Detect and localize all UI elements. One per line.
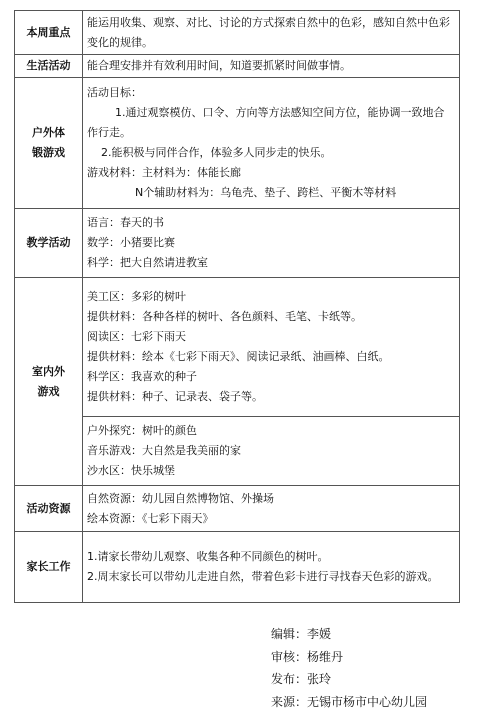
teaching-item: 语言：春天的书 [87,216,164,229]
label-focus: 本周重点 [15,11,83,55]
outdoor-game-item: 音乐游戏：大自然是我美丽的家 [87,444,241,457]
label-indoor-outdoor-text: 室内外游戏 [32,364,65,398]
outdoor-material-aux: N个辅助材料为：乌龟壳、垫子、跨栏、平衡木等材料 [135,186,397,199]
resource-item: 自然资源：幼儿园自然博物馆、外操场 [87,491,274,505]
teaching-item: 数学：小猪要比赛 [87,236,175,249]
life-text: 能合理安排并有效利用时间，知道要抓紧时间做事情。 [87,59,351,72]
indoor-item: 美工区：多彩的树叶 [87,290,186,303]
content-parents [83,532,460,603]
content-indoor [83,278,460,417]
content-outdoor-games [83,417,460,486]
parent-item-2: 2.周末家长可以带幼儿走进自然，带着色彩卡进行寻找春天色彩的游戏。 [87,570,439,583]
credits-block [271,623,427,713]
label-indoor-outdoor [15,278,83,486]
outdoor-goal-title: 活动目标： [87,86,142,99]
content-resources [83,486,460,532]
content-life [83,55,460,78]
row-parents [15,532,460,603]
label-outdoor-text: 户外体锻游戏 [32,126,65,159]
content-focus [83,11,460,55]
focus-text: 能运用收集、观察、对比、讨论的方式探索自然中的色彩，感知自然中色彩变化的规律。 [87,15,450,49]
row-indoor-outdoor [15,278,460,417]
outdoor-material-main: 游戏材料：主材料为：体能长廊 [87,166,241,179]
row-outdoor [15,78,460,209]
row-focus [15,11,460,55]
teaching-item: 科学：把大自然请进教室 [87,256,208,269]
row-teaching [15,209,460,278]
parent-item-1: 1.请家长带幼儿观察、收集各种不同颜色的树叶。 [87,550,329,563]
weekly-plan-table [14,10,460,603]
outdoor-goal-1: 1.通过观察模仿、口令、方向等方法感知空间方位，能协调一致地合作行走。 [87,106,445,139]
indoor-item: 阅读区：七彩下雨天 [87,330,186,343]
resource-item: 绘本资源：《七彩下雨天》 [87,511,214,525]
indoor-item: 提供材料：种子、记录表、袋子等。 [87,390,263,403]
row-resources [15,486,460,532]
credit-editor: 编辑：李媛 [271,627,332,641]
content-outdoor [83,78,460,209]
label-resources: 活动资源 [15,486,83,532]
content-teaching [83,209,460,278]
outdoor-game-item: 户外探究：树叶的颜色 [87,424,197,437]
label-teaching: 教学活动 [15,209,83,278]
indoor-item: 科学区：我喜欢的种子 [87,370,197,383]
label-outdoor [15,78,83,209]
outdoor-goal-2: 2.能积极与同伴合作，体验多人同步走的快乐。 [101,146,332,159]
label-life: 生活活动 [15,55,83,78]
indoor-item: 提供材料：各种各样的树叶、各色颜料、毛笔、卡纸等。 [87,310,362,323]
outdoor-game-item: 沙水区：快乐城堡 [87,464,175,477]
credit-reviewer: 审核：杨维丹 [271,649,344,664]
label-parents: 家长工作 [15,532,83,603]
indoor-item: 提供材料：绘本《七彩下雨天》、阅读记录纸、油画棒、白纸。 [87,350,390,363]
credit-publisher: 发布：张玲 [271,672,332,686]
credit-source: 来源：无锡市杨市中心幼儿园 [271,694,428,709]
row-life [15,55,460,78]
